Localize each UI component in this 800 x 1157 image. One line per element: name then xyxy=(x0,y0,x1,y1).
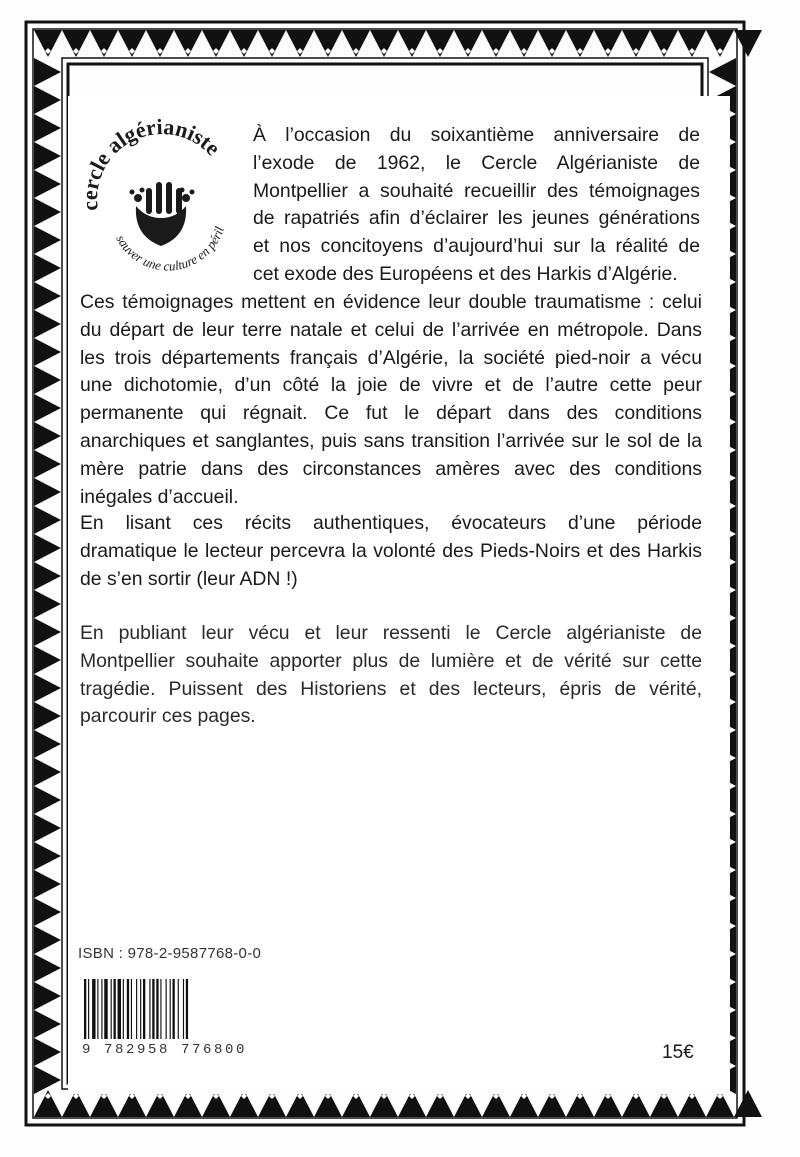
text-line: anarchiques et sanglantes, puis sans transition l’arrivée sur le sol de la xyxy=(80,429,702,452)
text-line: mère patrie dans des circonstances amères avec des conditions xyxy=(80,457,702,480)
text-line: Montpellier souhaite apporter plus de lumière et de vérité sur cette xyxy=(80,649,702,672)
text-line: Montpellier a souhaité recueillir des témoignages xyxy=(253,179,700,202)
barcode-bar xyxy=(101,979,102,1039)
barcode-bar xyxy=(173,979,175,1039)
barcode-bar xyxy=(84,979,86,1039)
barcode-bar xyxy=(92,979,95,1039)
barcode-bar xyxy=(88,979,89,1039)
barcode-bar xyxy=(170,979,171,1039)
barcode-bar xyxy=(123,979,124,1039)
cercle-algerianiste-logo xyxy=(76,118,246,288)
text-line: inégales d’accueil. xyxy=(80,485,239,508)
text-line: En publiant leur vécu et leur ressenti le Cercle algérianiste de xyxy=(80,622,702,644)
barcode-bar xyxy=(183,979,184,1039)
price-label: 15€ xyxy=(662,1042,694,1063)
text-line: de s’en sortir (leur ADN !) xyxy=(80,567,298,590)
hand-hamsa-icon xyxy=(130,182,195,246)
text-line: l’exode de 1962, le Cercle Algérianiste de xyxy=(253,151,700,174)
barcode-bar xyxy=(156,979,158,1039)
text-line: une dichotomie, d’un côté la joie de vivre et de l’autre cette peur xyxy=(80,374,702,397)
intro-paragraph xyxy=(253,122,700,289)
reading-paragraph xyxy=(80,510,702,593)
barcode-number: 9 782958 776800 xyxy=(82,1042,248,1058)
text-line: de rapatriés afin d’éclairer les jeunes générations xyxy=(253,207,700,230)
text-line: les trois départements français d’Algérie, la société pied-noir a vécu xyxy=(80,346,702,369)
barcode-bar xyxy=(152,979,154,1039)
logo-motto: sauver une culture en péril xyxy=(113,224,227,274)
testimony-paragraph xyxy=(80,289,702,511)
isbn-label: ISBN : 978-2-9587768-0-0 xyxy=(78,945,262,962)
barcode-bar xyxy=(127,979,129,1039)
text-line: Ces témoignages mettent en évidence leur double traumatisme : celui xyxy=(80,291,702,313)
text-line: parcourir ces pages. xyxy=(80,705,256,728)
publishing-paragraph xyxy=(80,620,702,731)
barcode-bar xyxy=(118,979,121,1039)
logo-arc-text: cercle algérianiste xyxy=(76,118,226,213)
text-line: et nos concitoyens d’aujourd’hui sur la réalité de xyxy=(253,235,700,258)
barcode-bar xyxy=(111,979,112,1039)
text-line: cet exode des Européens et des Harkis d’Algérie. xyxy=(253,262,678,285)
text-line: En lisant ces récits authentiques, évocateurs d’une période xyxy=(80,512,702,534)
barcode-bar xyxy=(186,979,188,1039)
barcode-bar xyxy=(131,979,132,1039)
barcode-bar xyxy=(140,979,141,1039)
barcode-bar xyxy=(178,979,179,1039)
text-line: du départ de leur terre natale et celui de l’arrivée en métropole. Dans xyxy=(80,318,702,341)
barcode-bar xyxy=(97,979,98,1039)
text-line: dramatique le lecteur percevra la volonté des Pieds-Noirs et des Harkis xyxy=(80,539,702,562)
barcode-bar xyxy=(149,979,150,1039)
barcode-bar xyxy=(136,979,137,1039)
text-line: À l’occasion du soixantième anniversaire de xyxy=(253,124,700,146)
text-line: permanente qui régnait. Ce fut le départ dans des conditions xyxy=(80,402,702,425)
barcode-bar xyxy=(143,979,145,1039)
text-line: tragédie. Puissent des Historiens et des lecteurs, épris de vérité, xyxy=(80,677,702,700)
barcode-bar xyxy=(114,979,116,1039)
barcode-bar xyxy=(166,979,167,1039)
barcode-bar xyxy=(104,979,107,1039)
barcode-bar xyxy=(160,979,161,1039)
